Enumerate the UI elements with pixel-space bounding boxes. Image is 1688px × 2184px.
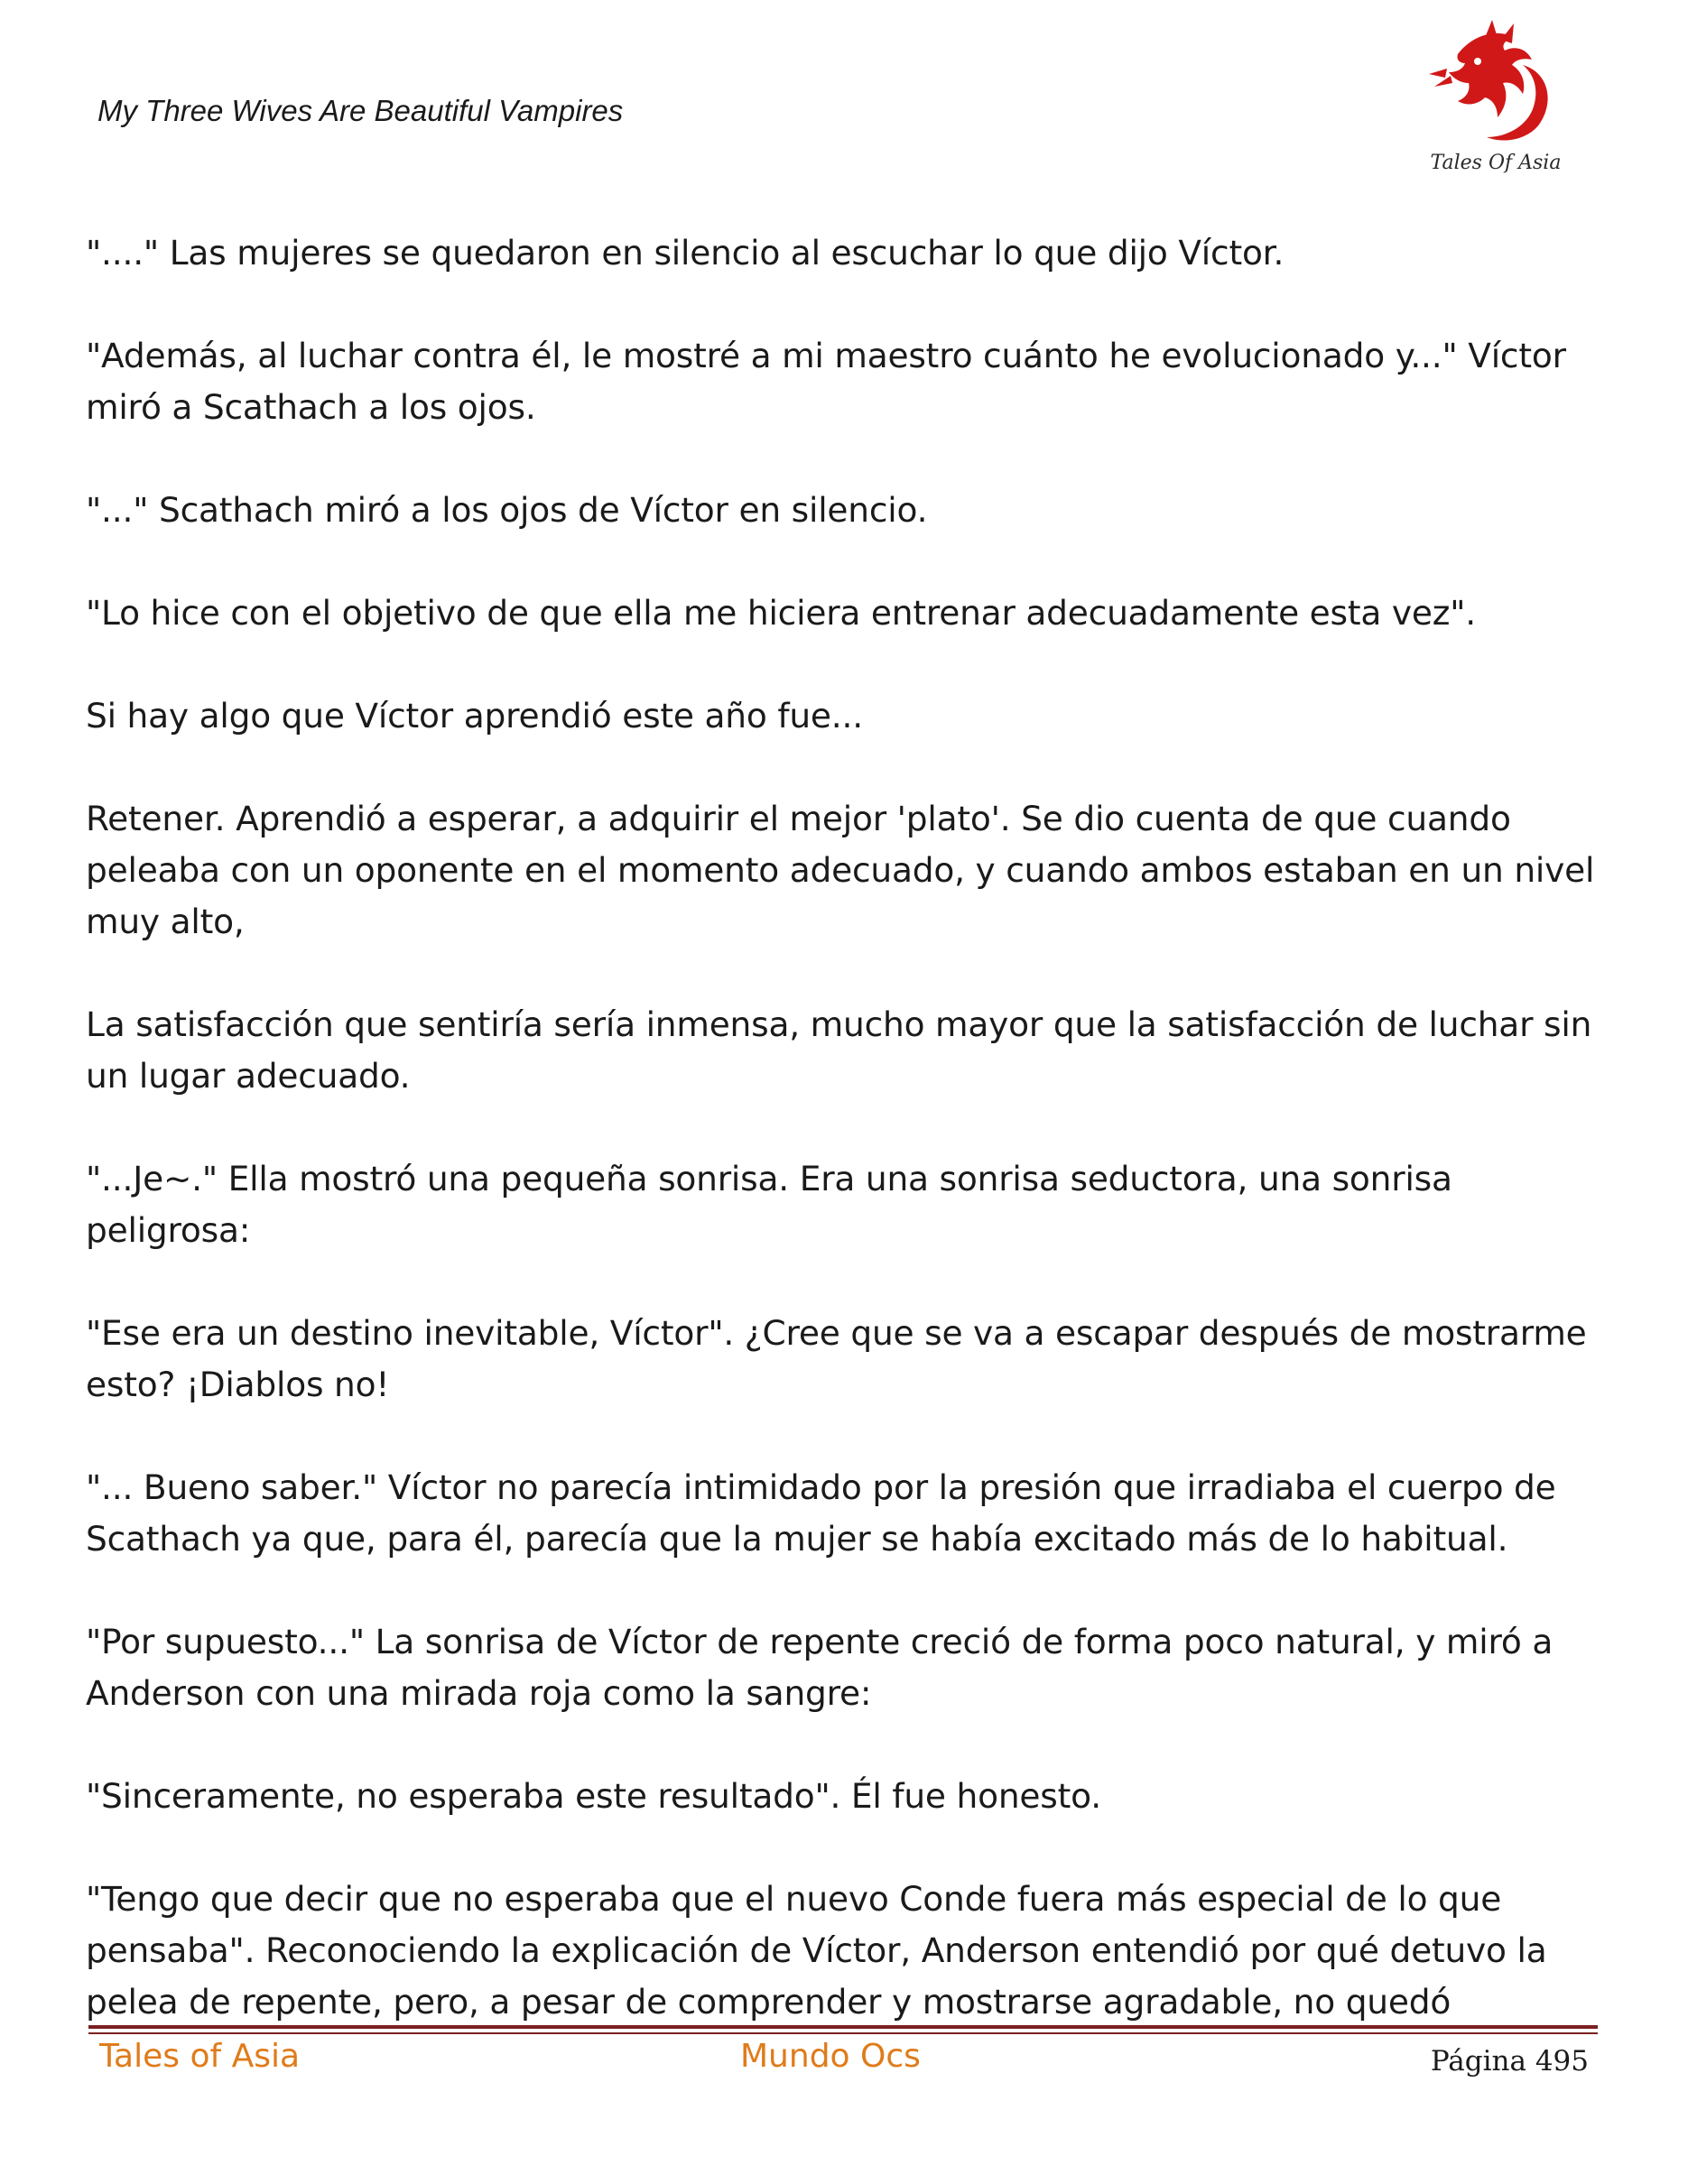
footer-divider — [88, 2025, 1598, 2029]
paragraph: "...Je~." Ella mostró una pequeña sonrisa. Era una sonrisa seductora, una sonrisa peligrosa: — [86, 1159, 1452, 1250]
paragraph: "Ese era un destino inevitable, Víctor". ¿Cree que se va a escapar después de mostrarme esto? ¡Diablos no! — [86, 1313, 1587, 1404]
footer-site-name: Tales of Asia — [99, 2038, 301, 2075]
paragraph: "... Bueno saber." Víctor no parecía intimidado por la presión que irradiaba el cuerpo de Scathach ya que, para él, parecía que la mujer se había excitado más de lo habitual. — [86, 1467, 1556, 1559]
paragraph: "Tengo que decir que no esperaba que el nuevo Conde fuera más especial de lo que pensaba". Reconociendo la explicación de Víctor, Anderson entendió por qué detuvo la pelea de repente, pero, a pesar de comprender y mostrarse agradable, no quedó — [86, 1879, 1547, 2022]
footer-section-name: Mundo Ocs — [740, 2038, 921, 2075]
paragraph: "..." Scathach miró a los ojos de Víctor en silencio. — [86, 490, 928, 530]
paragraph: La satisfacción que sentiría sería inmensa, mucho mayor que la satisfacción de luchar sin un lugar adecuado. — [86, 1004, 1592, 1096]
paragraph: "Lo hice con el objetivo de que ella me hiciera entrenar adecuadamente esta vez". — [86, 593, 1476, 633]
header-book-title: My Three Wives Are Beautiful Vampires — [97, 94, 624, 127]
page-number: Página 495 — [1430, 2045, 1589, 2078]
body-text — [86, 227, 1602, 2038]
paragraph: "...." Las mujeres se quedaron en silencio al escuchar lo que dijo Víctor. — [86, 233, 1285, 273]
paragraph: Si hay algo que Víctor aprendió este año fue... — [86, 696, 863, 736]
logo-caption: Tales Of Asia — [1430, 152, 1562, 174]
paragraph: "Además, al luchar contra él, le mostré a mi maestro cuánto he evolucionado y..." Víctor miró a Scathach a los ojos. — [86, 336, 1566, 427]
paragraph: Retener. Aprendió a esperar, a adquirir el mejor 'plato'. Se dio cuenta de que cuando peleaba con un oponente en el momento adecuado, y cuando ambos estaban en un nivel muy alto, — [86, 799, 1595, 941]
footer-divider-thin — [88, 2032, 1598, 2034]
paragraph: "Sinceramente, no esperaba este resultado". Él fue honesto. — [86, 1776, 1101, 1816]
dragon-logo-icon — [1422, 18, 1566, 153]
paragraph: "Por supuesto..." La sonrisa de Víctor de repente creció de forma poco natural, y miró a Anderson con una mirada roja como la sangre: — [86, 1622, 1554, 1713]
